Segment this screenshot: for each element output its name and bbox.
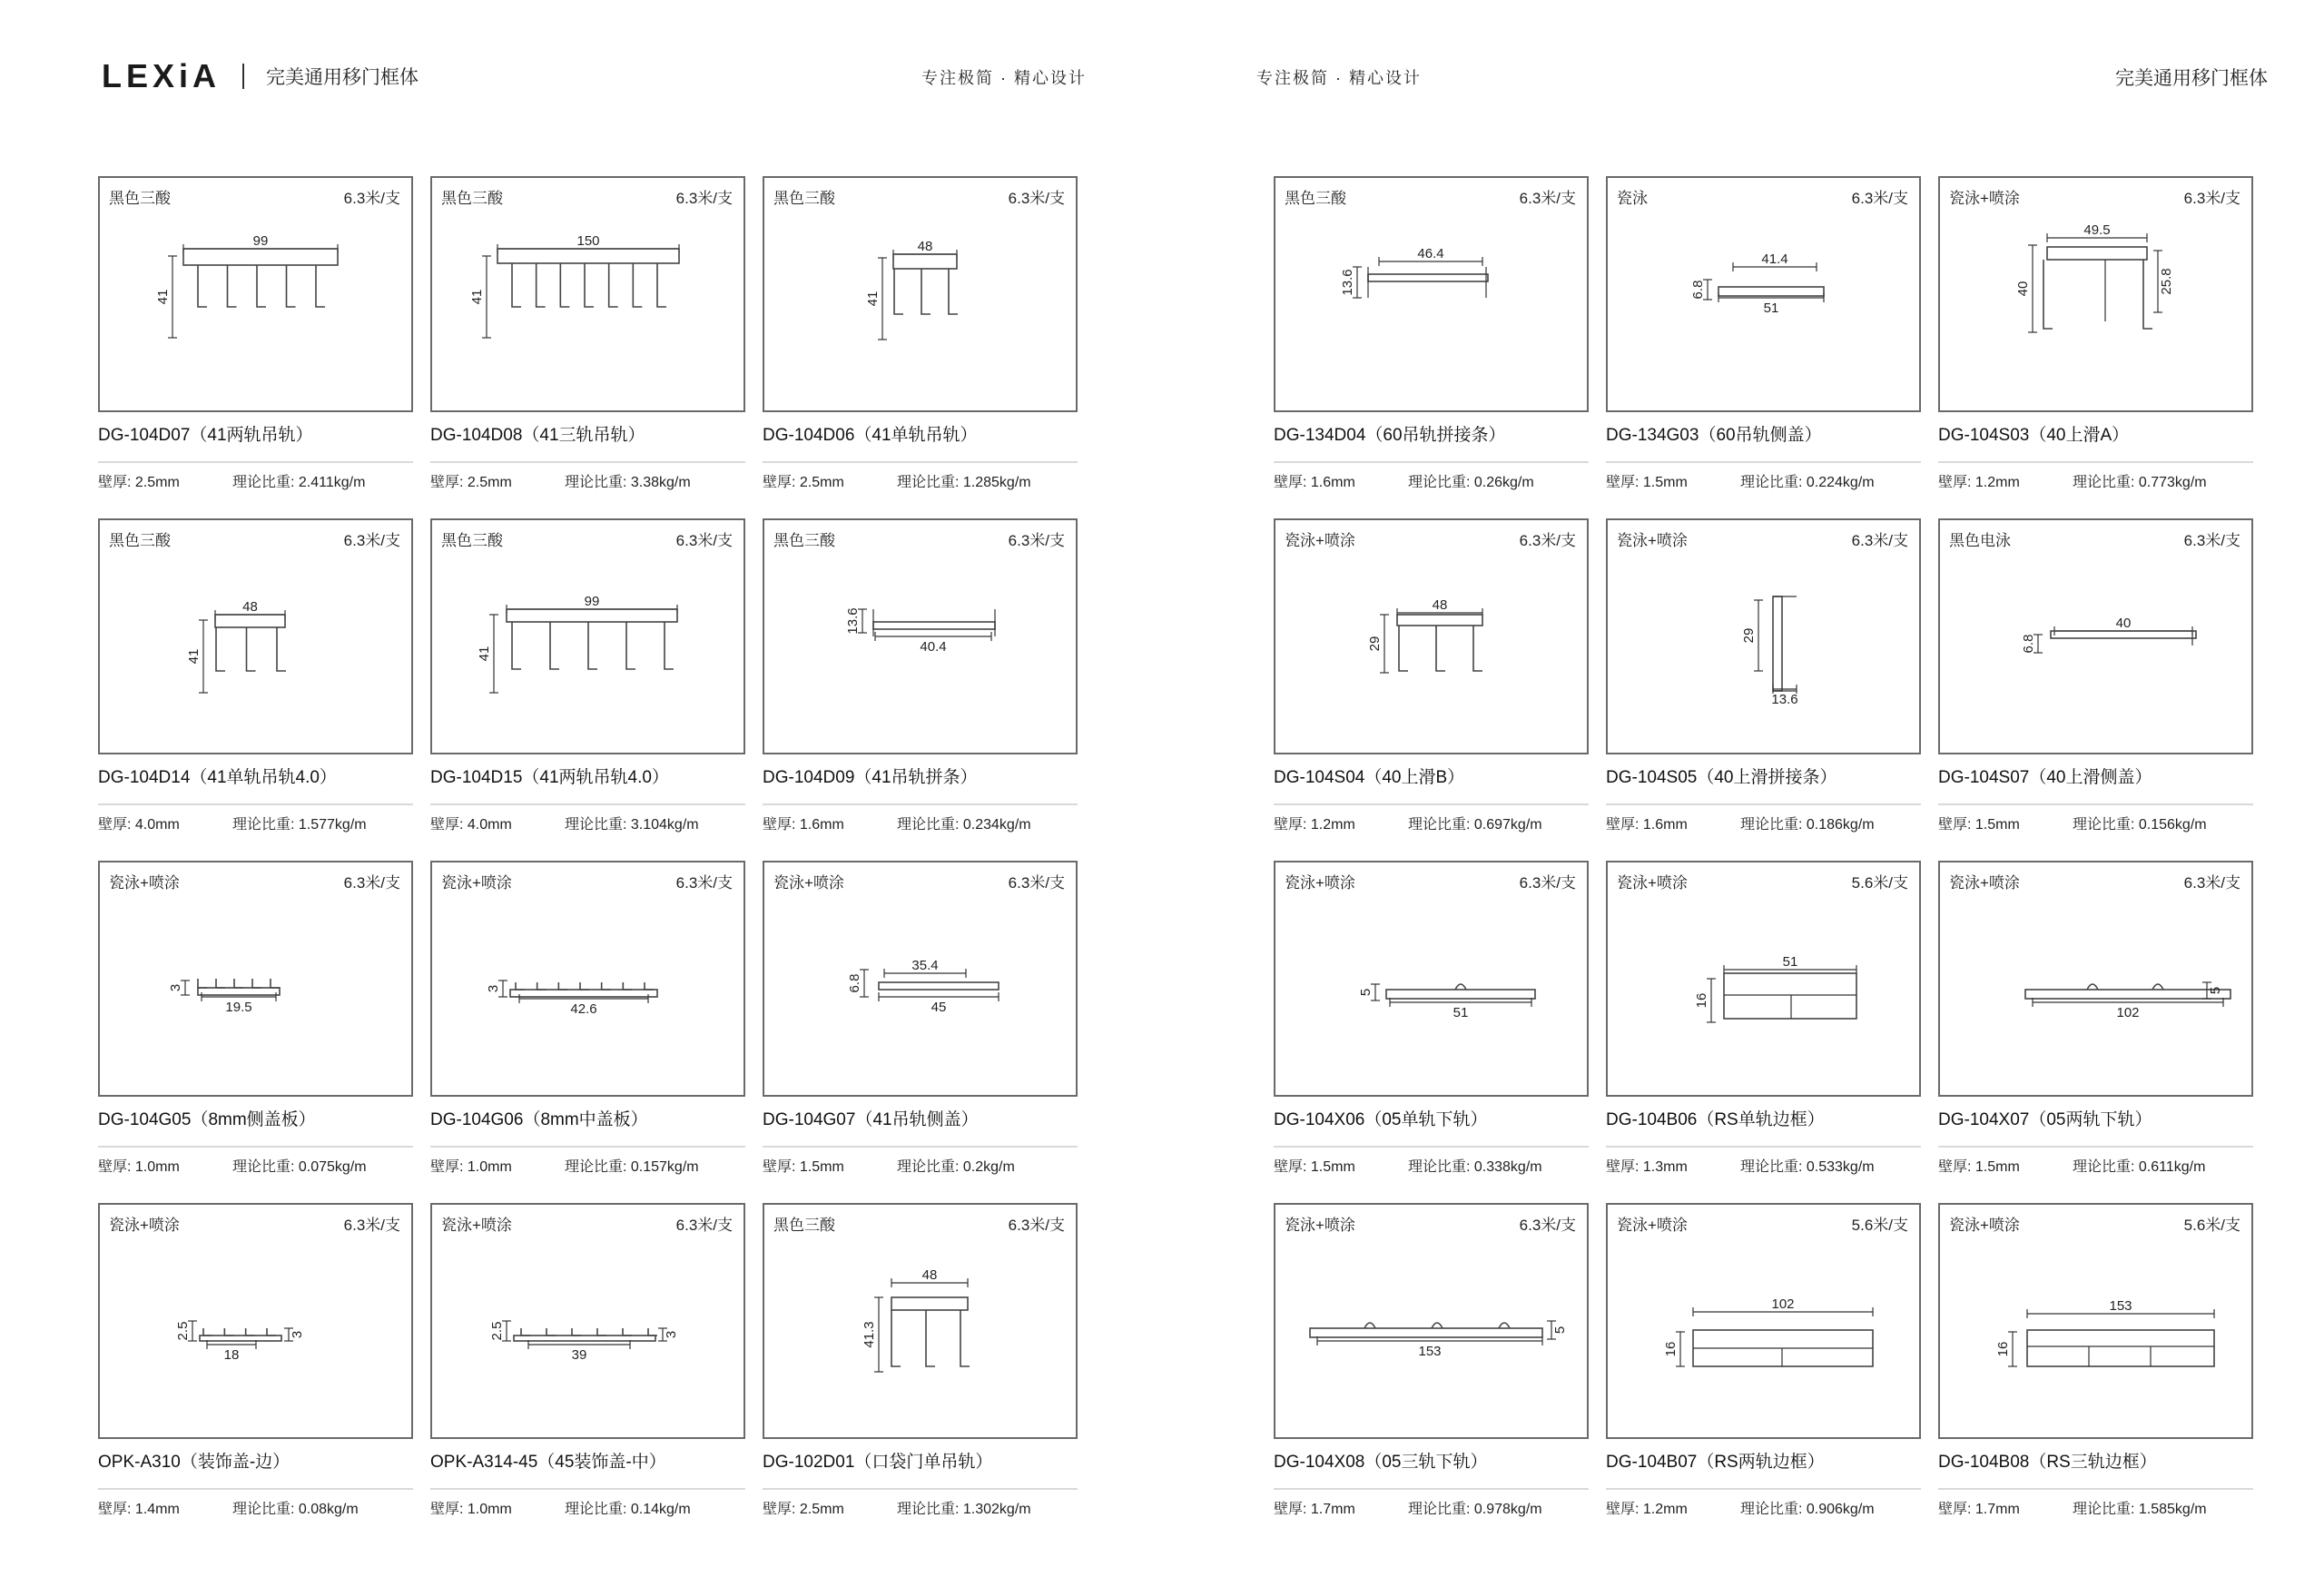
profile-card bbox=[98, 518, 413, 833]
profile-card bbox=[1274, 861, 1589, 1175]
length-label: 6.3米/支 bbox=[1519, 1217, 1576, 1234]
model-name: DG-104D15（41两轨吊轨4.0） bbox=[430, 768, 669, 787]
finish-label: 黑色三酸 bbox=[109, 190, 171, 207]
profile-frame bbox=[1606, 1203, 1921, 1439]
profile-outline bbox=[893, 254, 957, 269]
profile-diagram bbox=[1960, 573, 2232, 709]
profile-diagram bbox=[452, 915, 724, 1051]
finish-label: 黑色三酸 bbox=[441, 532, 503, 549]
model-name: DG-104G06（8mm中盖板） bbox=[430, 1110, 648, 1129]
profile-outline bbox=[879, 982, 999, 990]
theoretical-weight: 理论比重: 1.585kg/m bbox=[2073, 1502, 2207, 1517]
dimension-label: 42.6 bbox=[570, 1001, 597, 1017]
dimension-label: 46.4 bbox=[1417, 246, 1444, 261]
dimension-label: 5 bbox=[1358, 988, 1374, 997]
brand-logo: LEXiA bbox=[102, 57, 222, 94]
wall-thickness: 壁厚: 2.5mm bbox=[98, 475, 180, 490]
profile-diagram bbox=[452, 231, 724, 367]
dimension-label: 41.3 bbox=[862, 1321, 877, 1348]
profile-frame bbox=[98, 1203, 413, 1439]
profile-frame bbox=[98, 176, 413, 412]
wall-thickness: 壁厚: 1.5mm bbox=[1938, 1159, 2020, 1175]
profile-outline bbox=[873, 622, 995, 629]
model-name: DG-104D14（41单轨吊轨4.0） bbox=[98, 768, 337, 787]
dimension-label: 51 bbox=[1782, 954, 1798, 970]
finish-label: 瓷泳+喷涂 bbox=[1285, 1217, 1355, 1234]
dimension-label: 40 bbox=[2015, 281, 2031, 297]
length-label: 6.3米/支 bbox=[1519, 190, 1576, 207]
dimension-label: 19.5 bbox=[225, 1000, 252, 1015]
length-label: 6.3米/支 bbox=[675, 190, 733, 207]
finish-label: 黑色三酸 bbox=[441, 190, 503, 207]
wall-thickness: 壁厚: 4.0mm bbox=[430, 817, 512, 833]
theoretical-weight: 理论比重: 0.906kg/m bbox=[1740, 1502, 1875, 1517]
profile-frame bbox=[1274, 518, 1589, 754]
profile-outline bbox=[1386, 990, 1535, 999]
theoretical-weight: 理论比重: 0.26kg/m bbox=[1408, 475, 1534, 490]
dimension-label: 39 bbox=[571, 1347, 587, 1363]
profile-outline bbox=[1310, 1328, 1542, 1337]
model-name: OPK-A310（装饰盖-边） bbox=[98, 1453, 290, 1472]
profile-outline bbox=[1368, 274, 1488, 281]
theoretical-weight: 理论比重: 1.577kg/m bbox=[232, 817, 367, 833]
wall-thickness: 壁厚: 1.2mm bbox=[1606, 1502, 1688, 1517]
dimension-label: 150 bbox=[576, 233, 600, 249]
spec-row bbox=[430, 1488, 745, 1517]
length-label: 6.3米/支 bbox=[1851, 532, 1908, 549]
profile-outline bbox=[200, 1336, 281, 1341]
theoretical-weight: 理论比重: 0.773kg/m bbox=[2073, 475, 2207, 490]
length-label: 6.3米/支 bbox=[1008, 190, 1065, 207]
theoretical-weight: 理论比重: 0.338kg/m bbox=[1408, 1159, 1542, 1175]
wall-thickness: 壁厚: 1.2mm bbox=[1274, 817, 1355, 833]
dimension-label: 18 bbox=[223, 1347, 240, 1363]
length-label: 6.3米/支 bbox=[2183, 532, 2240, 549]
profile-frame bbox=[1938, 518, 2253, 754]
profile-frame bbox=[1274, 176, 1589, 412]
model-name: DG-104S03（40上滑A） bbox=[1938, 426, 2130, 445]
length-label: 6.3米/支 bbox=[1519, 532, 1576, 549]
profile-outline bbox=[891, 1297, 968, 1310]
wall-thickness: 壁厚: 1.3mm bbox=[1606, 1159, 1688, 1175]
profile-diagram bbox=[1628, 573, 1900, 709]
theoretical-weight: 理论比重: 0.075kg/m bbox=[232, 1159, 367, 1175]
profile-outline bbox=[198, 988, 280, 995]
length-label: 5.6米/支 bbox=[1851, 874, 1908, 892]
model-name: DG-102D01（口袋门单吊轨） bbox=[763, 1453, 993, 1472]
dimension-label: 3 bbox=[290, 1330, 305, 1339]
profile-card bbox=[1274, 176, 1589, 490]
theoretical-weight: 理论比重: 0.978kg/m bbox=[1408, 1502, 1542, 1517]
finish-label: 瓷泳+喷涂 bbox=[1617, 874, 1688, 892]
wall-thickness: 壁厚: 1.5mm bbox=[1938, 817, 2020, 833]
spec-row bbox=[1274, 461, 1589, 490]
length-label: 6.3米/支 bbox=[1519, 874, 1576, 892]
dimension-label: 16 bbox=[1694, 992, 1709, 1009]
spec-row bbox=[1606, 803, 1921, 833]
profile-diagram bbox=[452, 1257, 724, 1394]
profile-diagram bbox=[120, 915, 392, 1051]
slogan-left: 专注极简 · 精心设计 bbox=[921, 69, 1087, 87]
profile-frame bbox=[1274, 1203, 1589, 1439]
logo-divider bbox=[242, 64, 244, 89]
spec-row bbox=[1606, 1488, 1921, 1517]
theoretical-weight: 理论比重: 0.611kg/m bbox=[2073, 1159, 2206, 1175]
dimension-label: 102 bbox=[2116, 1005, 2140, 1020]
profile-frame bbox=[763, 861, 1078, 1097]
profile-outline bbox=[1397, 615, 1482, 626]
model-name: DG-104G05（8mm侧盖板） bbox=[98, 1110, 316, 1129]
profile-outline bbox=[183, 249, 338, 265]
dimension-label: 99 bbox=[584, 594, 600, 609]
theoretical-weight: 理论比重: 0.156kg/m bbox=[2073, 817, 2207, 833]
profile-diagram bbox=[1295, 231, 1568, 367]
model-name: DG-104X06（05单轨下轨） bbox=[1274, 1110, 1488, 1129]
profile-outline bbox=[510, 990, 657, 997]
model-name: DG-104S05（40上滑拼接条） bbox=[1606, 768, 1837, 787]
wall-thickness: 壁厚: 1.7mm bbox=[1274, 1502, 1355, 1517]
length-label: 6.3米/支 bbox=[343, 874, 400, 892]
wall-thickness: 壁厚: 2.5mm bbox=[763, 475, 844, 490]
dimension-label: 51 bbox=[1763, 301, 1779, 316]
spec-row bbox=[430, 803, 745, 833]
finish-label: 黑色三酸 bbox=[109, 532, 171, 549]
theoretical-weight: 理论比重: 0.08kg/m bbox=[232, 1502, 359, 1517]
theoretical-weight: 理论比重: 0.697kg/m bbox=[1408, 817, 1542, 833]
spec-row bbox=[1938, 461, 2253, 490]
profile-diagram bbox=[1628, 915, 1900, 1051]
profile-card bbox=[1938, 518, 2253, 833]
profile-outline bbox=[507, 609, 677, 622]
dimension-label: 13.6 bbox=[845, 607, 861, 635]
length-label: 6.3米/支 bbox=[675, 532, 733, 549]
model-name: DG-104S07（40上滑侧盖） bbox=[1938, 768, 2152, 787]
wall-thickness: 壁厚: 1.6mm bbox=[1274, 475, 1355, 490]
profile-card bbox=[763, 518, 1078, 833]
dimension-label: 40.4 bbox=[920, 639, 947, 655]
profile-diagram bbox=[120, 231, 392, 367]
model-name: DG-104X08（05三轨下轨） bbox=[1274, 1453, 1488, 1472]
finish-label: 瓷泳+喷涂 bbox=[109, 874, 180, 892]
profile-frame bbox=[430, 176, 745, 412]
finish-label: 黑色电泳 bbox=[1949, 532, 2011, 549]
wall-thickness: 壁厚: 1.5mm bbox=[1606, 475, 1688, 490]
dimension-label: 29 bbox=[1367, 636, 1383, 652]
wall-thickness: 壁厚: 1.6mm bbox=[1606, 817, 1688, 833]
theoretical-weight: 理论比重: 0.234kg/m bbox=[897, 817, 1031, 833]
dimension-label: 48 bbox=[917, 239, 933, 254]
length-label: 6.3米/支 bbox=[1851, 190, 1908, 207]
wall-thickness: 壁厚: 1.0mm bbox=[430, 1159, 512, 1175]
dimension-label: 153 bbox=[1418, 1344, 1442, 1359]
theoretical-weight: 理论比重: 3.38kg/m bbox=[565, 475, 691, 490]
spec-row bbox=[430, 1146, 745, 1175]
theoretical-weight: 理论比重: 1.285kg/m bbox=[897, 475, 1031, 490]
spec-row bbox=[763, 803, 1078, 833]
spec-row bbox=[98, 1146, 413, 1175]
profile-card bbox=[763, 1203, 1078, 1517]
profile-card bbox=[1274, 1203, 1589, 1517]
dimension-label: 51 bbox=[1452, 1005, 1469, 1020]
length-label: 6.3米/支 bbox=[675, 1217, 733, 1234]
dimension-label: 41.4 bbox=[1761, 251, 1788, 267]
spec-row bbox=[763, 1146, 1078, 1175]
profile-frame bbox=[763, 518, 1078, 754]
profile-diagram bbox=[1295, 1257, 1568, 1394]
profile-diagram bbox=[1628, 1257, 1900, 1394]
finish-label: 瓷泳+喷涂 bbox=[1285, 874, 1355, 892]
profile-card bbox=[763, 176, 1078, 490]
wall-thickness: 壁厚: 2.5mm bbox=[430, 475, 512, 490]
profile-diagram bbox=[1295, 573, 1568, 709]
wall-thickness: 壁厚: 1.0mm bbox=[430, 1502, 512, 1517]
profile-diagram bbox=[452, 573, 724, 709]
length-label: 6.3米/支 bbox=[1008, 532, 1065, 549]
spec-row bbox=[1274, 1488, 1589, 1517]
dimension-label: 3 bbox=[486, 984, 501, 993]
dimension-label: 5 bbox=[2208, 986, 2223, 995]
theoretical-weight: 理论比重: 2.411kg/m bbox=[232, 475, 366, 490]
profile-frame bbox=[1274, 861, 1589, 1097]
profile-frame bbox=[98, 861, 413, 1097]
profile-card bbox=[1606, 518, 1921, 833]
profile-outline bbox=[2051, 631, 2196, 638]
dimension-label: 35.4 bbox=[911, 958, 939, 973]
profile-card bbox=[1938, 176, 2253, 490]
profile-outline bbox=[2027, 1330, 2214, 1366]
theoretical-weight: 理论比重: 0.14kg/m bbox=[565, 1502, 691, 1517]
dimension-label: 2.5 bbox=[489, 1321, 505, 1341]
finish-label: 瓷泳+喷涂 bbox=[773, 874, 844, 892]
dimension-label: 6.8 bbox=[847, 973, 862, 993]
profile-frame bbox=[1938, 861, 2253, 1097]
length-label: 6.3米/支 bbox=[1008, 874, 1065, 892]
profile-outline bbox=[2047, 247, 2147, 260]
finish-label: 瓷泳+喷涂 bbox=[1949, 1217, 2020, 1234]
theoretical-weight: 理论比重: 0.533kg/m bbox=[1740, 1159, 1875, 1175]
dimension-label: 6.8 bbox=[1690, 280, 1706, 300]
header-left bbox=[102, 56, 419, 96]
profile-diagram bbox=[1960, 915, 2232, 1051]
profile-frame bbox=[98, 518, 413, 754]
profile-frame bbox=[763, 176, 1078, 412]
finish-label: 瓷泳+喷涂 bbox=[1617, 532, 1688, 549]
theoretical-weight: 理论比重: 0.157kg/m bbox=[565, 1159, 699, 1175]
profile-card bbox=[1606, 861, 1921, 1175]
spec-row bbox=[98, 1488, 413, 1517]
spec-row bbox=[98, 803, 413, 833]
spec-row bbox=[763, 1488, 1078, 1517]
dimension-label: 16 bbox=[1663, 1341, 1679, 1357]
model-name: DG-134G03（60吊轨侧盖） bbox=[1606, 426, 1822, 445]
profile-frame bbox=[1606, 518, 1921, 754]
dimension-label: 45 bbox=[931, 1000, 947, 1015]
length-label: 5.6米/支 bbox=[1851, 1217, 1908, 1234]
theoretical-weight: 理论比重: 3.104kg/m bbox=[565, 817, 699, 833]
length-label: 6.3米/支 bbox=[675, 874, 733, 892]
wall-thickness: 壁厚: 2.5mm bbox=[763, 1502, 844, 1517]
profile-diagram bbox=[784, 915, 1057, 1051]
dimension-label: 29 bbox=[1741, 627, 1757, 644]
profile-card bbox=[1606, 1203, 1921, 1517]
spec-row bbox=[98, 461, 413, 490]
profile-card bbox=[763, 861, 1078, 1175]
dimension-label: 153 bbox=[2109, 1298, 2132, 1314]
dimension-label: 6.8 bbox=[2021, 634, 2036, 654]
finish-label: 黑色三酸 bbox=[773, 1217, 835, 1234]
theoretical-weight: 理论比重: 0.224kg/m bbox=[1740, 475, 1875, 490]
profile-card bbox=[430, 861, 745, 1175]
profile-frame bbox=[1938, 1203, 2253, 1439]
model-name: DG-104G07（41吊轨侧盖） bbox=[763, 1110, 979, 1129]
profile-diagram bbox=[784, 573, 1057, 709]
length-label: 5.6米/支 bbox=[2183, 1217, 2240, 1234]
model-name: DG-134D04（60吊轨拼接条） bbox=[1274, 426, 1506, 445]
profile-diagram bbox=[1295, 915, 1568, 1051]
spec-row bbox=[1938, 1146, 2253, 1175]
finish-label: 瓷泳+喷涂 bbox=[1617, 1217, 1688, 1234]
profile-frame bbox=[430, 518, 745, 754]
dimension-label: 13.6 bbox=[1771, 692, 1798, 707]
spec-row bbox=[1938, 1488, 2253, 1517]
slogan-right: 专注极简 · 精心设计 bbox=[1256, 69, 1422, 87]
finish-label: 瓷泳+喷涂 bbox=[441, 874, 512, 892]
spec-row bbox=[430, 461, 745, 490]
profile-card bbox=[98, 1203, 413, 1517]
length-label: 6.3米/支 bbox=[2183, 874, 2240, 892]
spec-row bbox=[1938, 803, 2253, 833]
profile-diagram bbox=[784, 231, 1057, 367]
profile-outline bbox=[1773, 596, 1782, 691]
model-name: DG-104X07（05两轨下轨） bbox=[1938, 1110, 2152, 1129]
dimension-label: 2.5 bbox=[175, 1321, 191, 1341]
wall-thickness: 壁厚: 1.6mm bbox=[763, 817, 844, 833]
model-name: DG-104S04（40上滑B） bbox=[1274, 768, 1465, 787]
dimension-label: 41 bbox=[865, 291, 881, 307]
dimension-label: 16 bbox=[1995, 1341, 2011, 1357]
model-name: DG-104B06（RS单轨边框） bbox=[1606, 1110, 1825, 1129]
length-label: 6.3米/支 bbox=[343, 532, 400, 549]
wall-thickness: 壁厚: 4.0mm bbox=[98, 817, 180, 833]
profile-diagram bbox=[784, 1257, 1057, 1394]
theoretical-weight: 理论比重: 1.302kg/m bbox=[897, 1502, 1031, 1517]
profile-frame bbox=[1606, 176, 1921, 412]
profile-diagram bbox=[120, 573, 392, 709]
profile-card bbox=[1938, 1203, 2253, 1517]
wall-thickness: 壁厚: 1.7mm bbox=[1938, 1502, 2020, 1517]
finish-label: 瓷泳 bbox=[1617, 190, 1648, 207]
profile-card bbox=[98, 176, 413, 490]
profile-card bbox=[1606, 176, 1921, 490]
model-name: DG-104D09（41吊轨拼条） bbox=[763, 768, 978, 787]
model-name: DG-104B08（RS三轨边框） bbox=[1938, 1453, 2157, 1472]
model-name: DG-104D06（41单轨吊轨） bbox=[763, 426, 978, 445]
wall-thickness: 壁厚: 1.0mm bbox=[98, 1159, 180, 1175]
profile-frame bbox=[763, 1203, 1078, 1439]
dimension-label: 13.6 bbox=[1340, 269, 1355, 296]
dimension-label: 25.8 bbox=[2159, 268, 2174, 295]
dimension-label: 41 bbox=[469, 289, 485, 305]
theoretical-weight: 理论比重: 0.186kg/m bbox=[1740, 817, 1875, 833]
finish-label: 黑色三酸 bbox=[773, 190, 835, 207]
profile-card bbox=[98, 861, 413, 1175]
profile-outline bbox=[1718, 287, 1824, 296]
profile-frame bbox=[1938, 176, 2253, 412]
finish-label: 瓷泳+喷涂 bbox=[1949, 190, 2020, 207]
profile-diagram bbox=[1960, 1257, 2232, 1394]
finish-label: 瓷泳+喷涂 bbox=[1285, 532, 1355, 549]
profile-card bbox=[430, 518, 745, 833]
profile-frame bbox=[1606, 861, 1921, 1097]
spec-row bbox=[763, 461, 1078, 490]
model-name: DG-104D08（41三轨吊轨） bbox=[430, 426, 645, 445]
profile-card bbox=[430, 176, 745, 490]
dimension-label: 41 bbox=[186, 648, 202, 665]
model-name: OPK-A314-45（45装饰盖-中） bbox=[430, 1453, 666, 1472]
spec-row bbox=[1274, 803, 1589, 833]
profile-diagram bbox=[1960, 222, 2232, 367]
dimension-label: 48 bbox=[242, 599, 258, 615]
model-name: DG-104B07（RS两轨边框） bbox=[1606, 1453, 1825, 1472]
length-label: 6.3米/支 bbox=[343, 1217, 400, 1234]
profile-outline bbox=[514, 1336, 655, 1341]
wall-thickness: 壁厚: 1.5mm bbox=[1274, 1159, 1355, 1175]
length-label: 6.3米/支 bbox=[343, 190, 400, 207]
finish-label: 瓷泳+喷涂 bbox=[1949, 874, 2020, 892]
wall-thickness: 壁厚: 1.4mm bbox=[98, 1502, 180, 1517]
profile-frame bbox=[430, 1203, 745, 1439]
dimension-label: 48 bbox=[1432, 597, 1448, 613]
dimension-label: 3 bbox=[168, 983, 183, 992]
dimension-label: 102 bbox=[1771, 1296, 1795, 1312]
finish-label: 黑色三酸 bbox=[1285, 190, 1346, 207]
length-label: 6.3米/支 bbox=[1008, 1217, 1065, 1234]
length-label: 6.3米/支 bbox=[2183, 190, 2240, 207]
dimension-label: 5 bbox=[1552, 1326, 1568, 1335]
profile-outline bbox=[2025, 990, 2230, 999]
profile-card bbox=[1938, 861, 2253, 1175]
spec-row bbox=[1606, 1146, 1921, 1175]
dimension-label: 3 bbox=[664, 1330, 679, 1339]
finish-label: 黑色三酸 bbox=[773, 532, 835, 549]
model-name: DG-104D07（41两轨吊轨） bbox=[98, 426, 313, 445]
dimension-label: 40 bbox=[2115, 616, 2132, 631]
spec-row bbox=[1606, 461, 1921, 490]
profile-outline bbox=[215, 615, 285, 627]
finish-label: 瓷泳+喷涂 bbox=[109, 1217, 180, 1234]
dimension-label: 48 bbox=[921, 1267, 938, 1283]
profile-outline bbox=[497, 249, 679, 263]
dimension-label: 41 bbox=[477, 646, 492, 662]
profile-frame bbox=[430, 861, 745, 1097]
dimension-label: 99 bbox=[252, 233, 269, 249]
profile-outline bbox=[1724, 973, 1856, 1019]
dimension-label: 41 bbox=[155, 289, 171, 305]
spec-row bbox=[1274, 1146, 1589, 1175]
wall-thickness: 壁厚: 1.5mm bbox=[763, 1159, 844, 1175]
profile-diagram bbox=[120, 1257, 392, 1394]
profile-card bbox=[430, 1203, 745, 1517]
theoretical-weight: 理论比重: 0.2kg/m bbox=[897, 1159, 1015, 1175]
finish-label: 瓷泳+喷涂 bbox=[441, 1217, 512, 1234]
profile-diagram bbox=[1628, 231, 1900, 367]
series-title-right: 完美通用移门框体 bbox=[2115, 68, 2268, 89]
dimension-label: 49.5 bbox=[2083, 222, 2111, 238]
profile-card bbox=[1274, 518, 1589, 833]
wall-thickness: 壁厚: 1.2mm bbox=[1938, 475, 2020, 490]
series-title-left: 完美通用移门框体 bbox=[266, 67, 419, 88]
